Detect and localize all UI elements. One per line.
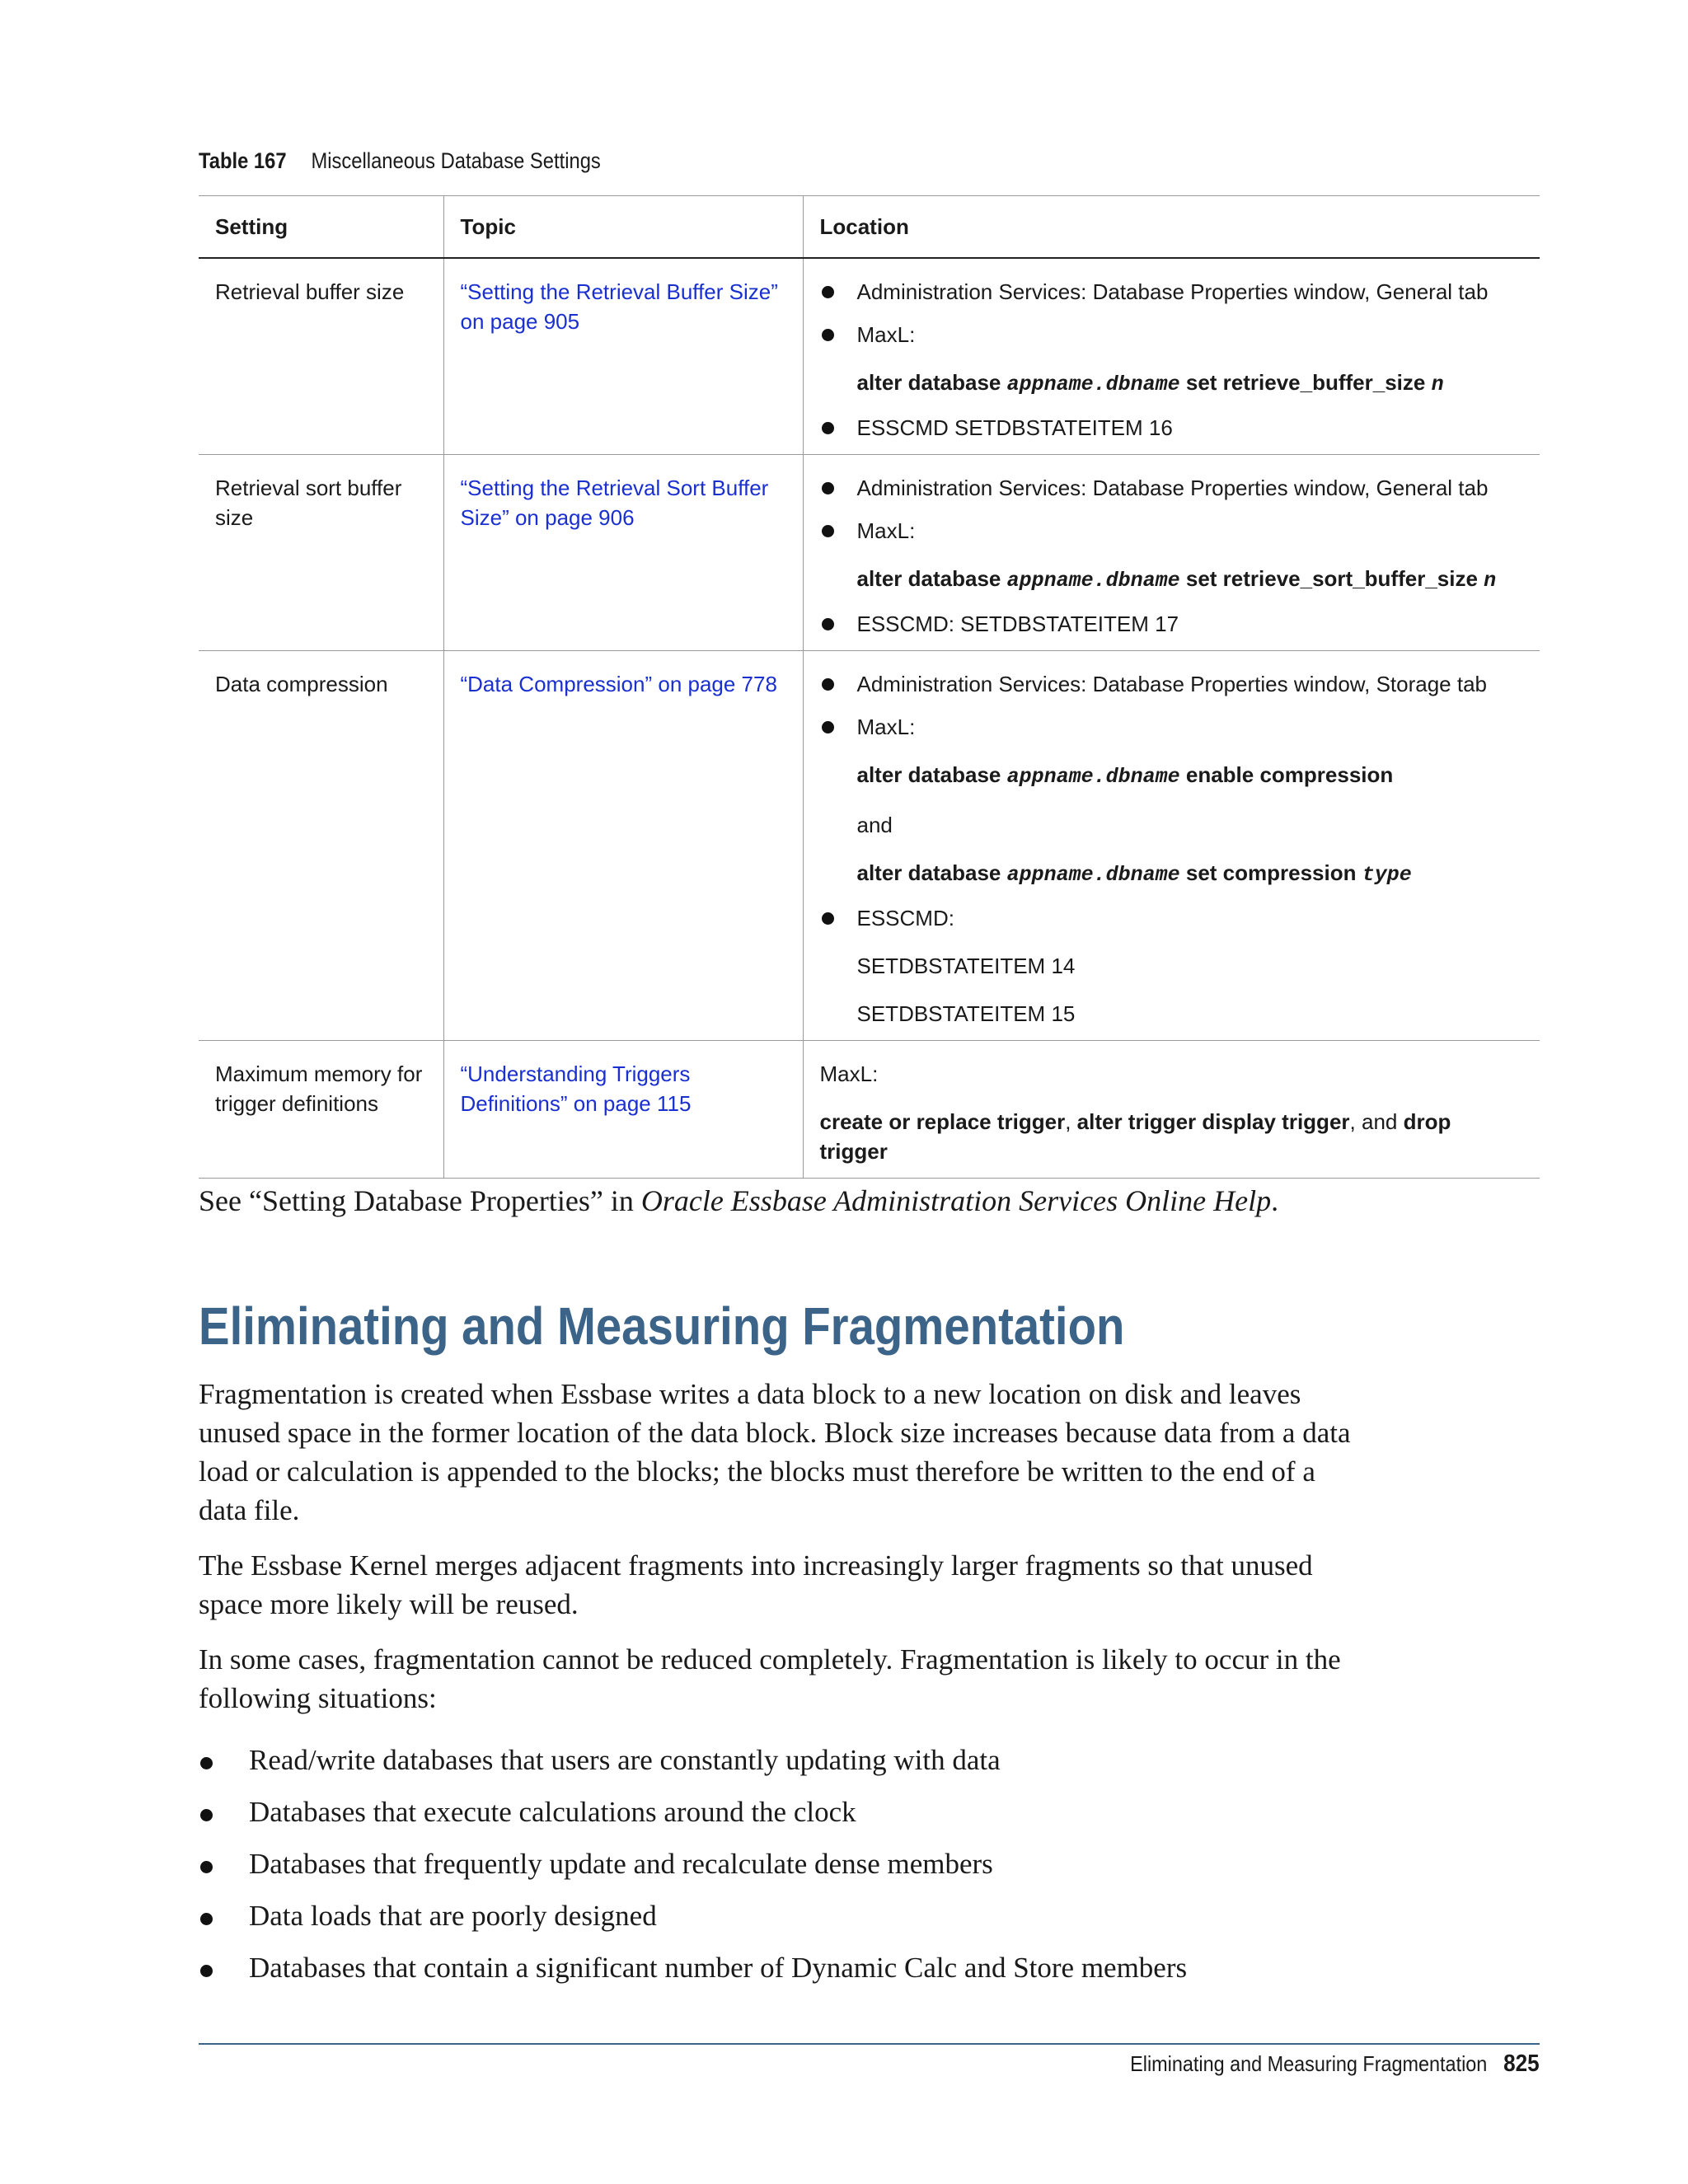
paragraph: In some cases, fragmentation cannot be reduced completely. Fragmentation is likely to occur in the following situations: [199,1643,1341,1714]
cmd-variable: n [1484,569,1497,593]
trigger-commands [820,1107,1524,1166]
maxl-command [857,564,1524,596]
esscmd-item: SETDBSTATEITEM 14 [856,954,1076,978]
header-topic: Topic [443,196,803,259]
location-item [820,903,1524,1029]
footer-section: Eliminating and Measuring Fragmentation [1130,2051,1488,2076]
cmd-part: set retrieve_sort_buffer_size [1179,566,1484,591]
location-item: Administration Services: Database Properties window, General tab [820,277,1524,307]
cmd-part: set retrieve_buffer_size [1179,370,1432,395]
topic-link[interactable]: “Understanding Triggers Definitions” on page 115 [460,1062,692,1116]
setting-cell: Retrieval buffer size [199,258,443,455]
setting-cell: Data compression [199,651,443,1041]
list-item: Databases that frequently update and recalculate dense members [199,1844,1369,1883]
cmd-separator: , and [1349,1109,1404,1134]
location-item [820,516,1524,596]
cmd-part: alter database [856,762,1007,787]
list-item: Read/write databases that users are constantly updating with data [199,1741,1369,1779]
footer-rule [199,2043,1540,2045]
situation-list [199,1741,1369,1987]
location-item: ESSCMD SETDBSTATEITEM 16 [820,413,1524,443]
topic-cell [443,258,803,455]
table-row [199,258,1540,455]
esscmd-item: SETDBSTATEITEM 15 [856,1001,1076,1026]
topic-link[interactable]: “Setting the Retrieval Sort Buffer Size” on page 906 [460,476,769,530]
topic-link[interactable]: “Setting the Retrieval Buffer Size” on page 905 [460,279,778,334]
see-also-text [199,1183,1559,1218]
location-cell [803,651,1540,1041]
see-reference: Oracle Essbase Administration Services Online Help [640,1184,1272,1217]
setting-cell: Maximum memory for trigger definitions [199,1041,443,1179]
see-text: See “Setting Database Properties” in [199,1184,641,1217]
maxl-label: MaxL: [819,1062,879,1086]
setting-cell: Retrieval sort buffer size [199,455,443,651]
maxl-command [857,858,1524,890]
table-caption [199,148,601,174]
and-text: and [856,813,893,837]
cmd-part: alter database [856,566,1007,591]
section-body [199,1375,1369,2000]
table-number: Table 167 [199,148,287,173]
page-number: 825 [1503,2050,1540,2077]
table-title: Miscellaneous Database Settings [311,148,601,173]
cmd-separator: , [1065,1109,1077,1134]
list-item: Databases that execute calculations around the clock [199,1793,1369,1831]
maxl-label: MaxL: [856,322,916,347]
location-cell [803,1041,1540,1179]
list-item: Databases that contain a significant number of Dynamic Calc and Store members [199,1948,1369,1987]
location-item: ESSCMD: SETDBSTATEITEM 17 [820,609,1524,639]
paragraph: The Essbase Kernel merges adjacent fragments into increasingly larger fragments so that unused space more likely will be reused. [199,1549,1313,1620]
settings-table [199,195,1540,1179]
table-row [199,1041,1540,1179]
cmd-part: create or replace trigger [819,1109,1066,1134]
topic-link[interactable]: “Data Compression” on page 778 [460,672,777,696]
cmd-part: alter database [856,370,1007,395]
cmd-part: alter trigger display trigger [1076,1109,1350,1134]
esscmd-label: ESSCMD: [856,906,954,930]
location-item [820,320,1524,400]
cmd-variable: appname.dbname [1006,373,1180,396]
section-heading: Eliminating and Measuring Fragmentation [199,1296,1125,1356]
cmd-variable: appname.dbname [1006,569,1180,593]
page-footer [1131,2050,1540,2078]
cmd-variable: appname.dbname [1006,765,1180,789]
cmd-variable: n [1431,373,1444,396]
location-item [820,712,1524,890]
header-setting: Setting [199,196,443,259]
cmd-part: enable compression [1179,762,1394,787]
location-cell [803,455,1540,651]
see-text: . [1271,1184,1279,1217]
maxl-label: MaxL: [856,715,916,739]
topic-cell [443,651,803,1041]
table-row [199,651,1540,1041]
location-item: Administration Services: Database Properties window, General tab [820,473,1524,503]
list-item: Data loads that are poorly designed [199,1896,1369,1935]
paragraph: Fragmentation is created when Essbase writes a data block to a new location on disk and leaves unused space in the former location of the data block. Block size increases because data from a data load or calculation is appended to the blocks; the blocks must therefore be written to the end of a data file. [199,1378,1351,1526]
cmd-variable: appname.dbname [1006,863,1180,887]
header-location: Location [803,196,1540,259]
maxl-command [857,760,1524,792]
maxl-label: MaxL: [856,518,916,543]
cmd-part: drop trigger [819,1109,1451,1164]
cmd-part: set compression [1179,860,1362,885]
cmd-variable: type [1362,863,1412,887]
table-header-row [199,196,1540,259]
topic-cell [443,455,803,651]
location-cell [803,258,1540,455]
maxl-command [857,368,1524,400]
location-item: Administration Services: Database Properties window, Storage tab [820,669,1524,699]
cmd-part: alter database [856,860,1007,885]
topic-cell [443,1041,803,1179]
table-row [199,455,1540,651]
